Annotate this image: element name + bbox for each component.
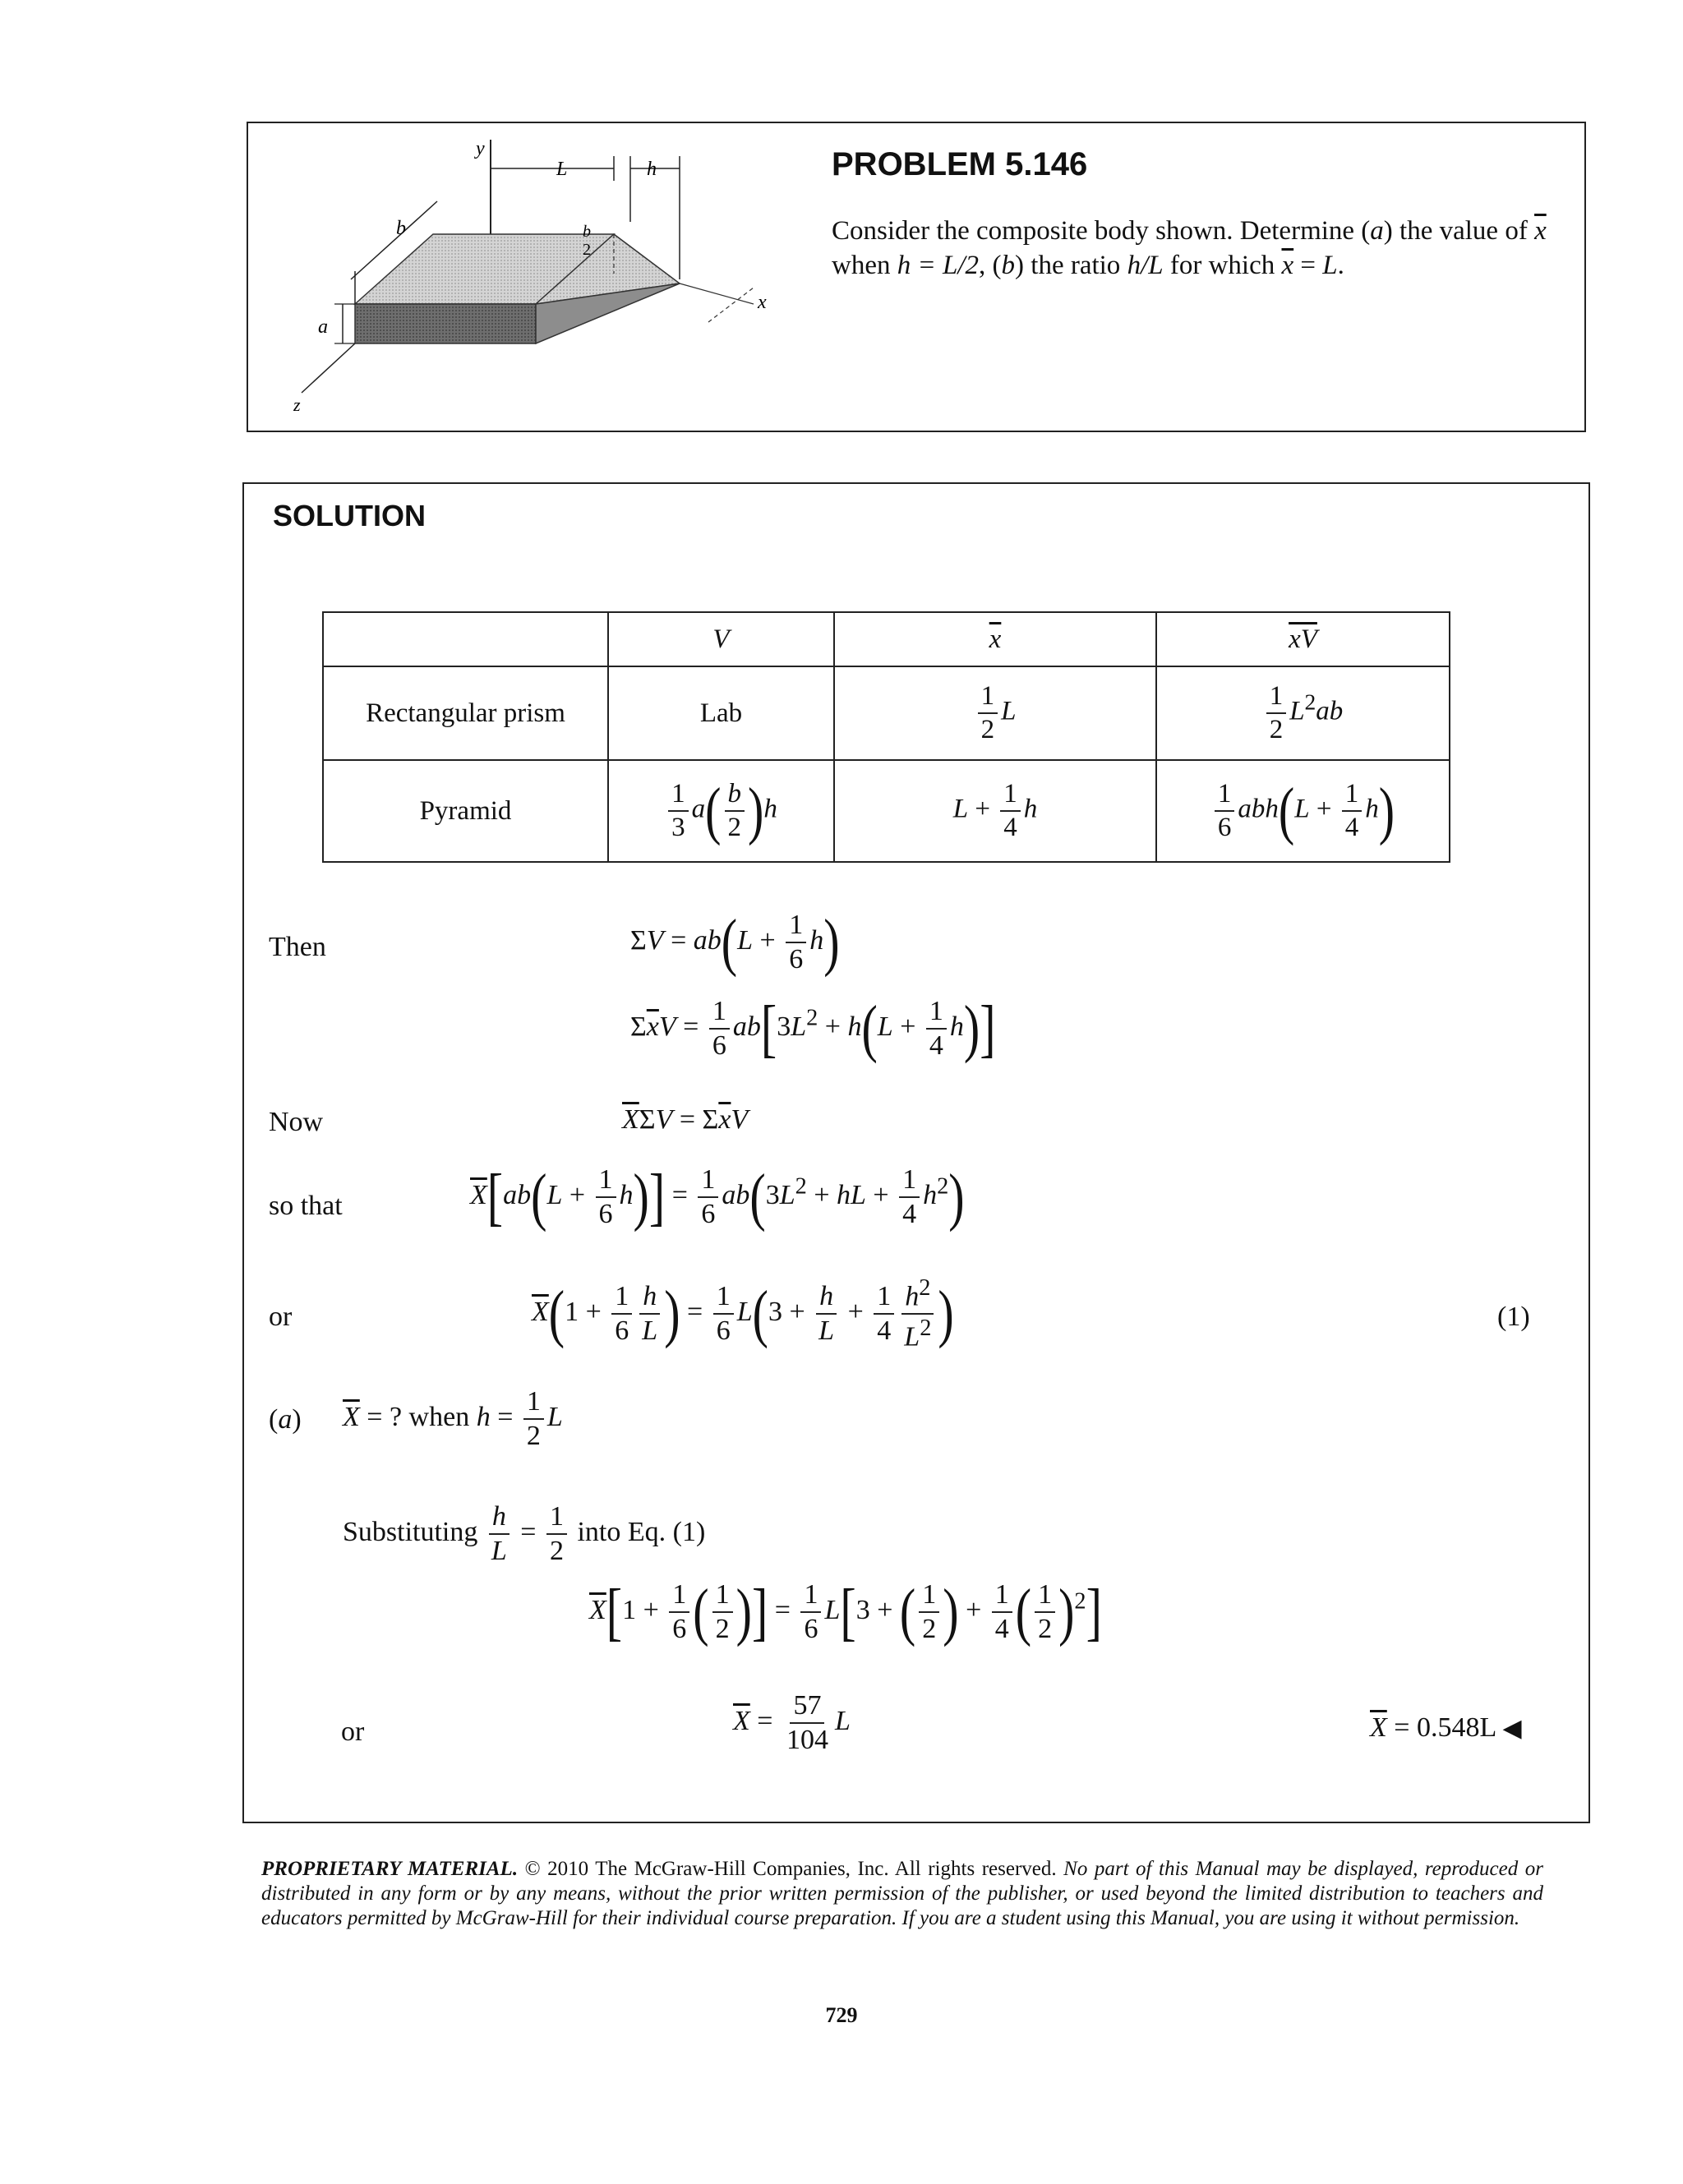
rect-prism-V: Lab [608,666,834,760]
pyramid-xbar: L + $\frac{1}{4}$ h [834,760,1156,862]
figure-label-b2-num: b [583,223,591,241]
row-name-pyramid: Pyramid [323,760,608,862]
table-header-xbarV: $\overline{xV}$ [1156,612,1450,666]
centroid-table [322,611,1450,863]
table-header-V: V [608,612,834,666]
equation-theorem: $\overline{X}\Sigma V = \Sigma\overline{x}V$ [622,1104,749,1135]
table-header-xbar: $\overline{x}$ [834,612,1156,666]
equation-sum-V: ΣV = ab(L + $\frac{1}{6}$ h) [630,905,840,979]
equation-1: $\overline{X}(1$ + $\frac{1}{6}$ $\frac{h}{L}$ ) = $\frac{1}{6}$ L(3 + $\frac{h}{L}$ + $\frac{1}{4}$ $\frac{h^2}{L^2}$ ) [532,1275,954,1352]
solution-title: SOLUTION [273,499,426,532]
label-so-that: so that [269,1191,343,1221]
label-then: Then [269,932,326,962]
figure-label-L: L [556,159,568,180]
label-now: Now [269,1107,324,1137]
figure-label-b: b [396,218,406,239]
problem-title: PROBLEM 5.146 [832,146,1088,182]
table-row [323,666,1450,760]
equation-substituted: $\overline{X}[1$ + $\frac{1}{6}$ ( $\frac{1}{2}$ )] = $\frac{1}{6}$ L[3 + ( $\frac{1}{2}$ ) + $\frac{1}{4}$ ( $\frac{1}{2}$ )$^2$] [589,1575,1102,1648]
table-row [323,760,1450,862]
equation-sum-xV: $\Sigma\overline{x}V$ = $\frac{1}{6}$ $ab[3L^2 + h(L$ + $\frac{1}{4}$ h)] [630,992,996,1065]
equation-result: $\overline{X}$ = $\frac{57}{104}$ L [733,1690,851,1755]
rect-prism-xbarV: $\frac{1}{2}$ $L^2ab$ [1156,666,1450,760]
row-name-rect-prism: Rectangular prism [323,666,608,760]
pyramid-xbarV: $\frac{1}{6}$ abh(L + $\frac{1}{4}$ h) [1156,760,1450,862]
equation-so-that: $\overline{X}[ab(L$ + $\frac{1}{6}$ h)] = $\frac{1}{6}$ $ab(3L^2$ + hL + $\frac{1}{4}$ $h^2$) [470,1160,965,1233]
problem-box [247,122,1586,432]
figure-label-b2-den: 2 [583,241,591,259]
page-number: 729 [825,2003,858,2027]
label-or-2: or [341,1716,365,1747]
figure-label-z: z [293,394,301,415]
equation-number: (1) [1497,1302,1530,1332]
figure-label-x: x [758,292,767,313]
part-a-substituting: Substituting $\frac{h}{L}$ = $\frac{1}{2}$ into Eq. (1) [343,1501,706,1566]
problem-statement: Consider the composite body shown. Determine (a) the value of $\overline{x}$ when h = L/2, (b) the ratio h/L for which $\overline{x} = L$. [832,216,1547,280]
rect-prism-xbar: $\frac{1}{2}$ L [834,666,1156,760]
copyright-footer: PROPRIETARY MATERIAL. © 2010 The McGraw-Hill Companies, Inc. All rights reserved. No part of this Manual may be displayed, reproduced or distributed in any form or by any means, without the prior written permission of the publisher, or used beyond the limited distribution to teachers and educators permitted by McGraw-Hill for their individual course preparation. If you are a student using this Manual, you are using it without permission. [261,1858,1543,1929]
figure-label-a: a [318,316,328,338]
table-header-empty [323,612,608,666]
table-header-row [323,612,1450,666]
pyramid-V: $\frac{1}{3}$ a( $\frac{b}{2}$ )h [608,760,834,862]
label-or: or [269,1302,293,1332]
figure-label-y: y [476,138,485,159]
figure-label-h: h [647,159,657,180]
composite-body-figure [293,131,786,419]
solution-box [242,482,1590,1823]
label-part-a: (a) [269,1404,302,1435]
part-a-question: $\overline{X}$ = ? when h = $\frac{1}{2}$ L [343,1386,563,1451]
answer-a: $\overline{X} = 0.548L$ ◀ [1370,1712,1522,1743]
